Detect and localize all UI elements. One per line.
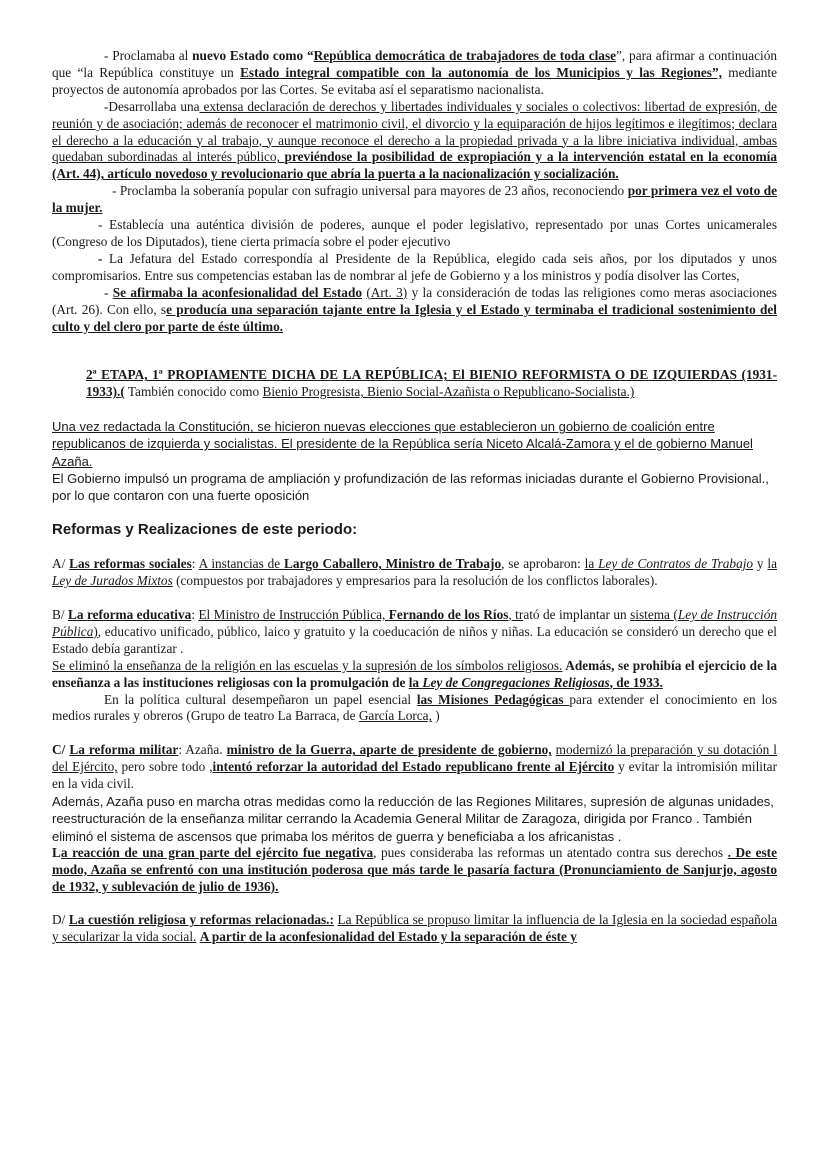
text-run: )	[431, 708, 440, 724]
text-run: ministro de la Guerra, aparte de presidente de gobierno,	[226, 742, 552, 758]
text-run: intentó reforzar la autoridad del Estado republicano frente al Ejército	[212, 759, 615, 775]
text-run: La cuestión religiosa y reformas relacionadas.:	[68, 912, 334, 928]
text-run: nuevo Estado como “	[192, 48, 314, 63]
text-run: ató de implantar un	[523, 607, 631, 623]
text-run: Estado integral compatible con la autonomía de los Municipios y las Regiones”,	[240, 64, 722, 80]
text-run: 2ª ETAPA, 1ª PROPIAMENTE DICHA DE LA REPÚBLICA; El BIENIO REFORMISTA O DE IZQUIERDAS (1931-1933).(	[86, 367, 777, 400]
paragraph-reforma-educativa	[52, 607, 777, 658]
text-run: La reforma educativa	[68, 607, 192, 623]
text-run: a reacción de una gran parte del ejército fue negativa	[60, 844, 374, 860]
spacer	[52, 335, 777, 367]
paragraph-cuestion-religiosa	[52, 912, 777, 946]
paragraph-jefatura	[52, 251, 777, 285]
paragraph-aconfesionalidad	[52, 285, 777, 336]
text-run: y evitar la intromisión militar en la vida civil.	[52, 759, 777, 792]
text-run: El Ministro de Instrucción Pública,	[198, 607, 389, 623]
text-run: -Desarrollaba una	[104, 98, 200, 114]
text-run: y	[753, 556, 768, 572]
text-run: También conocido como	[124, 384, 263, 400]
paragraph-reforma-militar	[52, 742, 777, 793]
text-run: extensa declaración de derechos y libertades individuales y sociales o colectivos: libertad de expresión, de reunión y de asociación; además de reconocer el matrimonio civil, el divorcio y la equiparación de hijos legítimos e ilegítimos; declara el derecho a la educación y al trabajo, y aunque reconoce el derecho a la propiedad privada y a la libre iniciativa individual, ambas quedaban subordinadas al interés público,	[52, 98, 777, 165]
paragraph-medidas-militares	[52, 793, 777, 845]
text-run: -	[98, 250, 110, 266]
document-page	[52, 48, 777, 946]
text-run: , de 1933.	[609, 674, 663, 690]
text-run: Ley de Congregaciones Religiosas	[422, 674, 610, 690]
text-run: la	[767, 556, 778, 572]
text-run: García Lorca,	[358, 708, 432, 724]
text-run: , pues consideraba las reformas un atentado contra sus derechos	[373, 844, 728, 860]
text-run: , se aprobaron:	[501, 556, 585, 572]
paragraph-programa	[52, 470, 777, 504]
text-run: :	[191, 607, 199, 623]
paragraph-nuevo-estado	[52, 48, 777, 99]
text-run: (compuestos por trabajadores y empresarios para la resolución de los conflictos laborales).	[172, 573, 658, 589]
text-run: - Proclamba la soberanía popular con sufragio universal para mayores de 23 años, reconociendo	[112, 183, 628, 199]
spacer	[52, 401, 777, 418]
text-run: Se eliminó la enseñanza de la religión en las escuelas y la supresión de los símbolos religiosos.	[52, 657, 563, 673]
text-run: República democrática de trabajadores de toda clase	[313, 48, 617, 63]
text-run: : Azaña.	[178, 742, 227, 758]
section-heading-etapa	[52, 367, 777, 401]
spacer	[52, 725, 777, 742]
text-run: La República se propuso limitar la influencia de la Iglesia en la sociedad española y secularizar la vida social.	[52, 912, 777, 945]
text-run: L	[52, 844, 61, 860]
text-run: -	[104, 284, 113, 300]
text-run: mediante proyectos de autonomía aprobados por las Cortes. Se evitaba así el separatismo nacionalista.	[52, 64, 777, 97]
text-run: )	[93, 623, 98, 639]
paragraph-politica-cultural	[52, 692, 777, 726]
text-run: Bienio Progresista, Bienio Social-Azañista o Republicano-Socialista.)	[262, 384, 635, 400]
text-run: Ley de Instrucción Pública	[52, 607, 777, 639]
text-run: modernizó la preparación y su dotación l del Ejército,	[52, 742, 777, 775]
text-run: La reforma militar	[69, 742, 179, 758]
paragraph-derechos	[52, 99, 777, 184]
text-run: Ley de Jurados Mixtos	[52, 573, 173, 589]
paragraph-soberania	[52, 183, 777, 217]
text-run: la	[408, 674, 423, 690]
section-heading-reformas	[52, 521, 777, 539]
text-run: ”, para afirmar a continuación que “la República constituye un	[52, 48, 777, 80]
text-run: A/	[52, 556, 70, 572]
spacer	[52, 539, 777, 556]
text-run: Se afirmaba la aconfesionalidad del Estado	[112, 284, 362, 300]
text-run: - Proclamaba al	[104, 48, 193, 63]
text-run: :	[191, 556, 199, 572]
paragraph-reaccion-ejercito	[52, 845, 777, 896]
text-run: Además, Azaña puso en marcha otras medidas como la reducción de las Regiones Militares, supresión de algunas unidades, reestructuración de la enseñanza militar cerrando la Academia General Militar de Zaragoza, dirigida por Franco . También eliminó el sistema de ascensos que primaba los méritos de guerra y beneficiaba a los africanistas .	[52, 794, 774, 844]
text-run: , tr	[508, 607, 524, 623]
text-run: sistema (	[630, 607, 678, 623]
text-run: pero sobre todo ,	[117, 759, 213, 775]
text-run: Largo Caballero, Ministro de Trabajo	[283, 556, 502, 572]
text-run: Ley de Contratos de Trabajo	[598, 556, 754, 572]
text-run: por primera vez el voto de la mujer.	[52, 183, 777, 216]
text-run: Reformas y Realizaciones de este periodo:	[52, 521, 358, 539]
text-run: La Jefatura del Estado correspondía al Presidente de la República, elegido cada seis años, por los diputados y unos compromisarios. Entre sus competencias estaban las de nombrar al jefe de Gobierno y a los ministros y podía disolver las Cortes,	[52, 250, 777, 283]
text-run: e producía una separación tajante entre la Iglesia y el Estado y terminaba el tradicional sostenimiento del culto y del clero por parte de éste último.	[52, 301, 777, 334]
text-run: El Gobierno impulsó un programa de ampliación y profundización de las reformas iniciadas durante el Gobierno Provisional., por lo que contaron con una fuerte oposición	[52, 470, 769, 504]
text-run: A instancias de	[198, 556, 284, 572]
text-run: Además, se prohibía el ejercicio de la enseñanza a las instituciones religiosas con la promulgación de	[52, 657, 777, 690]
text-run: Fernando de los Ríos	[388, 607, 509, 623]
text-run: . De este modo, Azaña se enfrentó con una institución poderosa que más tarde le pasaría factura (Pronunciamiento de Sanjurjo, agosto de 1932, y sublevación de julio de 1936).	[52, 844, 777, 894]
text-run: A partir de la aconfesionalidad del Estado y la separación de éste y	[199, 929, 577, 945]
text-run: En la política cultural desempeñaron un papel esencial	[104, 691, 417, 707]
text-run: para extender el conocimiento en los medios rurales y obreros (Grupo de teatro La Barraca, de	[52, 691, 778, 724]
text-run: (Art. 3)	[366, 284, 408, 300]
text-run: las Misiones Pedagógicas	[416, 691, 570, 707]
paragraph-reformas-sociales	[52, 556, 777, 590]
text-run: - Establecía una auténtica división de poderes, aunque el poder legislativo, representado por unas Cortes unicamerales (Congreso de los Diputados), tiene cierta primacía sobre el poder ejecutivo	[52, 217, 777, 249]
spacer	[52, 504, 777, 521]
text-run: la	[584, 556, 599, 572]
spacer	[52, 590, 777, 607]
paragraph-religion-escuelas	[52, 658, 777, 692]
text-run: C/	[52, 742, 70, 758]
text-run: , educativo unificado, público, laico y gratuito y la coeducación de niños y niñas. La educación se consideró un derecho que el Estado debía garantizar .	[52, 623, 777, 656]
text-run: Una vez redactada la Constitución, se hicieron nuevas elecciones que establecieron un gobierno de coalición entre republicanos de izquierda y socialistas. El presidente de la República sería Niceto Alcalá-Zamora y el de gobierno Manuel Azaña.	[52, 419, 753, 469]
paragraph-gobierno-coalicion	[52, 418, 777, 470]
text-run: y la consideración de todas las religiones como meras asociaciones (Art. 26). Con ello, s	[52, 284, 777, 317]
paragraph-poderes	[52, 217, 777, 251]
text-run: previéndose la posibilidad de expropiación y a la intervención estatal en la economía (Art. 44), artículo novedoso y revolucionario que abría la puerta a la nacionalización y socialización.	[52, 149, 778, 182]
spacer	[52, 895, 777, 912]
text-run: Las reformas sociales	[69, 556, 192, 572]
text-run: B/	[52, 607, 68, 623]
text-run: D/	[52, 912, 69, 928]
